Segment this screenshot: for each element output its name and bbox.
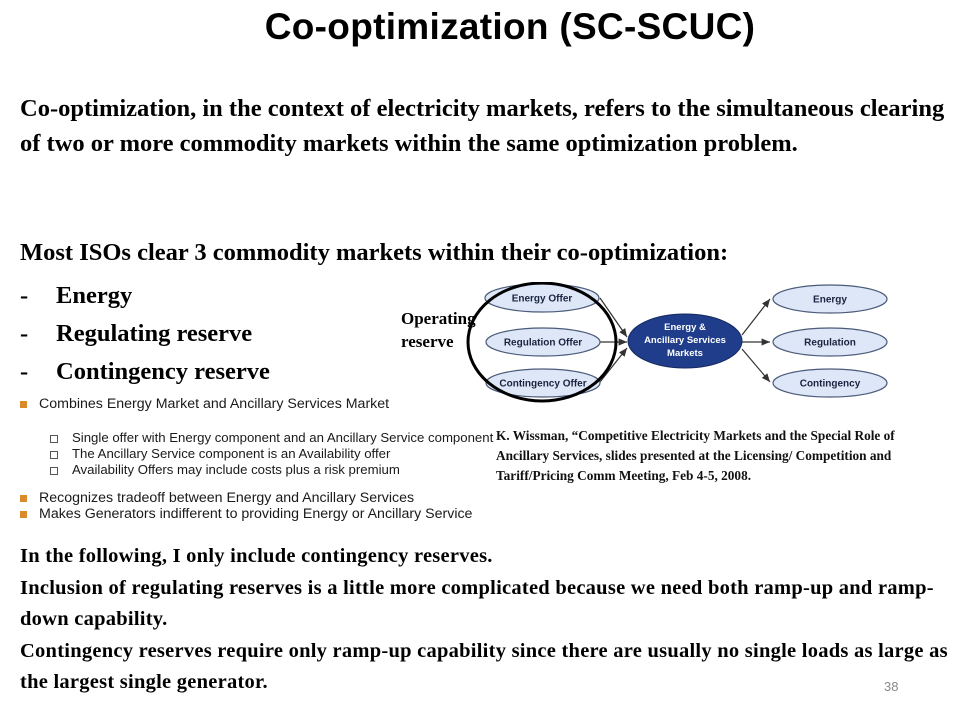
embedded-sub-bullet-3 [50,462,400,477]
citation: K. Wissman, “Competitive Electricity Markets and the Special Role of Ancillary Services, slides presented at the Licensing/ Competition and Tariff/Pricing Comm Meeting, Feb 4-5, 2008. [496,428,895,483]
dash-marker: - [20,320,29,347]
embedded-sub-bullet-text: The Ancillary Service component is an Availability offer [72,446,391,461]
embedded-bullet-text: Combines Energy Market and Ancillary Services Market [39,396,390,412]
contingency-label: Contingency [799,378,861,390]
bullet-square-icon [20,511,27,518]
market-item-energy [20,282,132,310]
embedded-sub-bullet-text: Availability Offers may include costs plus a risk premium [72,462,400,477]
embedded-bullet-text: Makes Generators indifferent to providing Energy or Ancillary Service [39,506,473,522]
embedded-sub-bullet-1 [50,430,493,445]
market-item-contingency [20,358,270,386]
slide-title: Co-optimization (SC-SCUC) [264,6,756,47]
center-label-line1: Energy & [664,322,706,333]
page-number: 38 [884,679,899,694]
center-label-line3: Markets [667,348,703,359]
energy-label: Energy [813,294,847,306]
sub-bullet-square-icon [50,451,58,459]
market-label: Regulating reserve [56,320,253,347]
embedded-bullet-text: Recognizes tradeoff between Energy and Ancillary Services [39,490,415,506]
isos-line: Most ISOs clear 3 commodity markets within their co-optimization: [20,239,729,266]
lower-text [20,541,950,699]
lower-line-1: In the following, I only include contingency reserves. [20,545,493,567]
embedded-bullet-1 [20,396,389,412]
contingency-offer-label: Contingency Offer [499,378,587,390]
lower-line-2: Inclusion of regulating reserves is a little more complicated because we need both ramp-up and ramp-down capability. [20,576,934,630]
market-item-regulating [20,320,252,348]
regulation-label: Regulation [804,337,856,349]
dash-marker: - [20,282,29,309]
sub-bullet-square-icon [50,467,58,475]
lower-line-3: Contingency reserves require only ramp-up capability since there are usually no single loads as large as the largest single generator. [20,639,948,693]
arrow-to-energy [742,299,770,335]
embedded-bullet-2 [20,490,414,506]
embedded-bullet-3 [20,506,472,522]
bullet-square-icon [20,495,27,502]
intro-paragraph: Co-optimization, in the context of electricity markets, refers to the simultaneous clearing of two or more commodity markets within the same optimization problem. [20,95,945,157]
market-label: Contingency reserve [56,358,270,385]
market-diagram [400,282,900,412]
sub-bullet-square-icon [50,435,58,443]
operating-reserve-line2: reserve [401,332,454,351]
bullet-square-icon [20,401,27,408]
market-label: Energy [56,282,133,309]
arrow-to-contingency [742,349,770,382]
dash-marker: - [20,358,29,385]
center-label-line2: Ancillary Services [644,335,726,346]
embedded-sub-bullet-text: Single offer with Energy component and an Ancillary Service component [72,430,494,445]
regulation-offer-label: Regulation Offer [503,337,583,349]
energy-offer-label: Energy Offer [511,293,573,305]
operating-reserve-line1: Operating [401,309,476,328]
embedded-sub-bullet-2 [50,446,390,461]
